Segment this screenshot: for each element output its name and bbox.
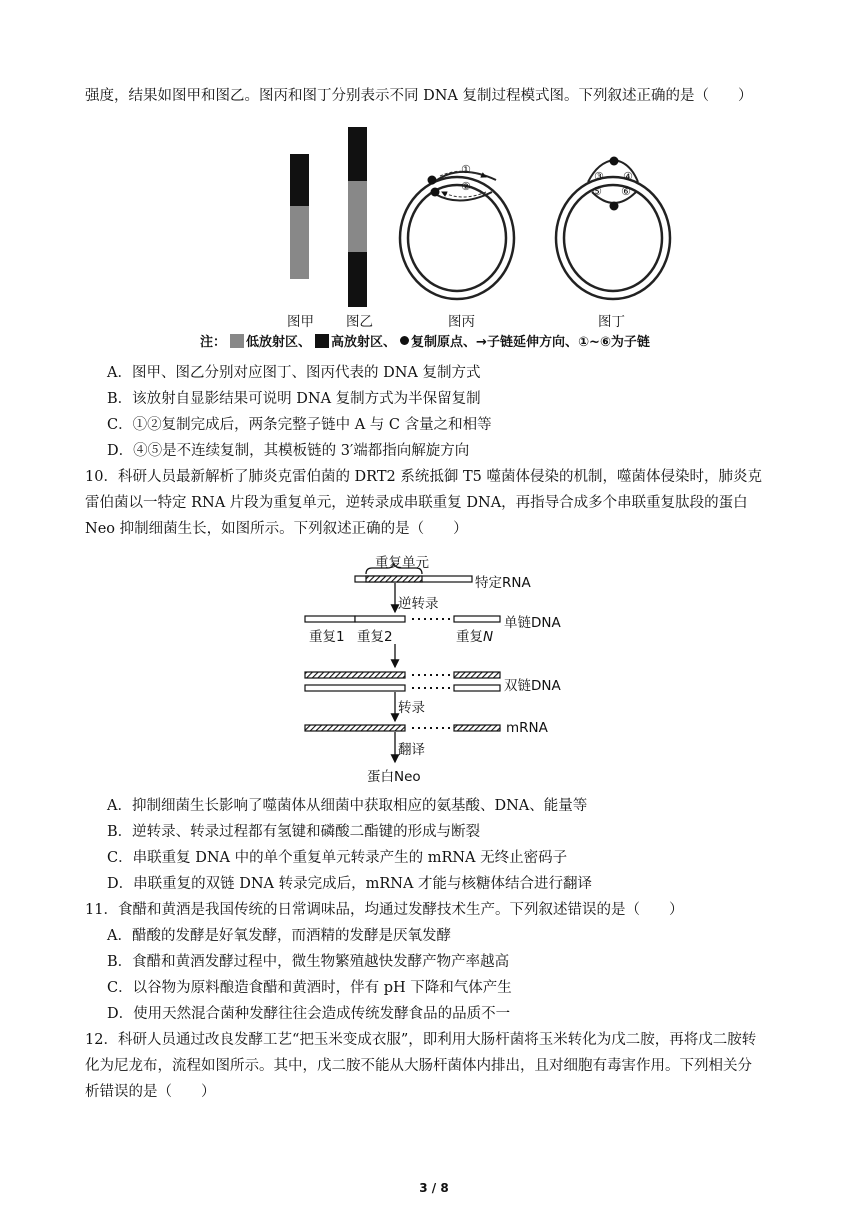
q11-option-d: D．使用天然混合菌种发酵往往会造成传统发酵食品的品质不一	[107, 1006, 511, 1022]
q9-option-a: A．图甲、图乙分别对应图丁、图丙代表的 DNA 复制方式	[107, 365, 481, 381]
label-transcription: 转录	[398, 700, 425, 716]
label-ds-dna: 双链DNA	[504, 678, 561, 694]
q11-option-c: C．以谷物为原料酿造食醋和黄酒时，伴有 pH 下降和气体产生	[107, 980, 512, 996]
label-repeat-2: 重复2	[357, 629, 393, 645]
label-protein-neo: 蛋白Neo	[367, 769, 421, 785]
origin-dot-icon	[400, 336, 409, 345]
caption-ding: 图丁	[598, 314, 625, 330]
q10-option-c: C．串联重复 DNA 中的单个重复单元转录产生的 mRNA 无终止密码子	[107, 850, 568, 866]
q10-option-d: D．串联重复的双链 DNA 转录完成后，mRNA 才能与核糖体结合进行翻译	[107, 876, 593, 892]
figure-9	[280, 122, 680, 307]
label-reverse-transcription: 逆转录	[398, 596, 439, 612]
bar-jia-high	[290, 154, 309, 206]
label-repeat-unit: 重复单元	[375, 555, 429, 571]
label-ding-6: ⑥	[621, 185, 631, 198]
caption-yi: 图乙	[346, 314, 373, 330]
note-rest: 复制原点、→子链延伸方向、①~⑥为子链	[411, 335, 650, 350]
caption-bing: 图丙	[448, 314, 475, 330]
intro-line: 强度，结果如图甲和图乙。图丙和图丁分别表示不同 DNA 复制过程模式图。下列叙述正确的是（ ）	[85, 88, 753, 104]
circle-ding	[556, 157, 670, 300]
bar-jia-low	[290, 206, 309, 279]
bar-yi-low	[348, 181, 367, 252]
q12-stem-line-2: 化为尼龙布，流程如图所示。其中，戊二胺不能从大肠杆菌体内排出，且对细胞有毒害作用。下列相关分	[85, 1058, 752, 1074]
q10-stem-line-1: 10．科研人员最新解析了肺炎克雷伯菌的 DRT2 系统抵御 T5 噬菌体侵染的机制，噬菌体侵染时，肺炎克	[85, 469, 762, 485]
note-high: 高放射区、	[331, 335, 397, 350]
q9-option-b: B．该放射自显影结果可说明 DNA 复制方式为半保留复制	[107, 391, 481, 407]
q10-stem-line-3: Neo 抑制细菌生长，如图所示。下列叙述正确的是（ ）	[85, 521, 468, 537]
q9-option-d: D．④⑤是不连续复制，其模板链的 3′端都指向解旋方向	[107, 443, 470, 459]
caption-jia: 图甲	[287, 314, 314, 330]
q11-option-b: B．食醋和黄酒发酵过程中，微生物繁殖越快发酵产物产率越高	[107, 954, 510, 970]
label-ding-4: ④	[623, 170, 633, 183]
repeat-n-prefix: 重复	[456, 629, 483, 645]
label-ss-dna: 单链DNA	[504, 615, 561, 631]
q10-stem-line-2: 雷伯菌以一特定 RNA 片段为重复单元，逆转录成串联重复 DNA，再指导合成多个串联重复肽段的蛋白	[85, 495, 748, 511]
low-radiation-swatch	[230, 334, 244, 348]
label-ding-5: ⑤	[592, 185, 602, 198]
label-repeat-1: 重复1	[309, 629, 345, 645]
q10-option-b: B．逆转录、转录过程都有氢键和磷酸二酯键的形成与断裂	[107, 824, 481, 840]
figure-note	[200, 331, 650, 350]
label-bing-1: ①	[461, 163, 471, 176]
figure-10	[300, 548, 580, 788]
q12-stem-line-1: 12．科研人员通过改良发酵工艺“把玉米变成衣服”，即利用大肠杆菌将玉米转化为戊二胺，再将戊二胺转	[85, 1032, 757, 1048]
label-specific-rna: 特定RNA	[475, 575, 531, 591]
q12-stem-line-3: 析错误的是（ ）	[85, 1084, 216, 1100]
bar-yi-high-top	[348, 127, 367, 181]
page-number: 3 / 8	[419, 1181, 449, 1195]
repeat-n-symbol: N	[483, 629, 494, 645]
label-mrna: mRNA	[506, 720, 548, 736]
label-bing-2: ②	[461, 180, 471, 193]
q9-option-c: C．①②复制完成后，两条完整子链中 A 与 C 含量之和相等	[107, 417, 492, 433]
bar-yi-high-bottom	[348, 252, 367, 307]
note-prefix: 注：	[200, 335, 227, 350]
bar-jia	[290, 154, 309, 279]
high-radiation-swatch	[315, 334, 329, 348]
label-translation: 翻译	[398, 742, 425, 758]
bar-yi	[348, 127, 367, 307]
q10-option-a: A．抑制细菌生长影响了噬菌体从细菌中获取相应的氨基酸、DNA、能量等	[107, 798, 588, 814]
label-repeat-n	[456, 625, 493, 645]
q11-option-a: A．醋酸的发酵是好氧发酵，而酒精的发酵是厌氧发酵	[107, 928, 451, 944]
circle-bing	[400, 171, 514, 299]
label-ding-3: ③	[594, 170, 604, 183]
note-low: 低放射区、	[246, 335, 312, 350]
q11-stem: 11．食醋和黄酒是我国传统的日常调味品，均通过发酵技术生产。下列叙述错误的是（ ）	[85, 902, 684, 918]
